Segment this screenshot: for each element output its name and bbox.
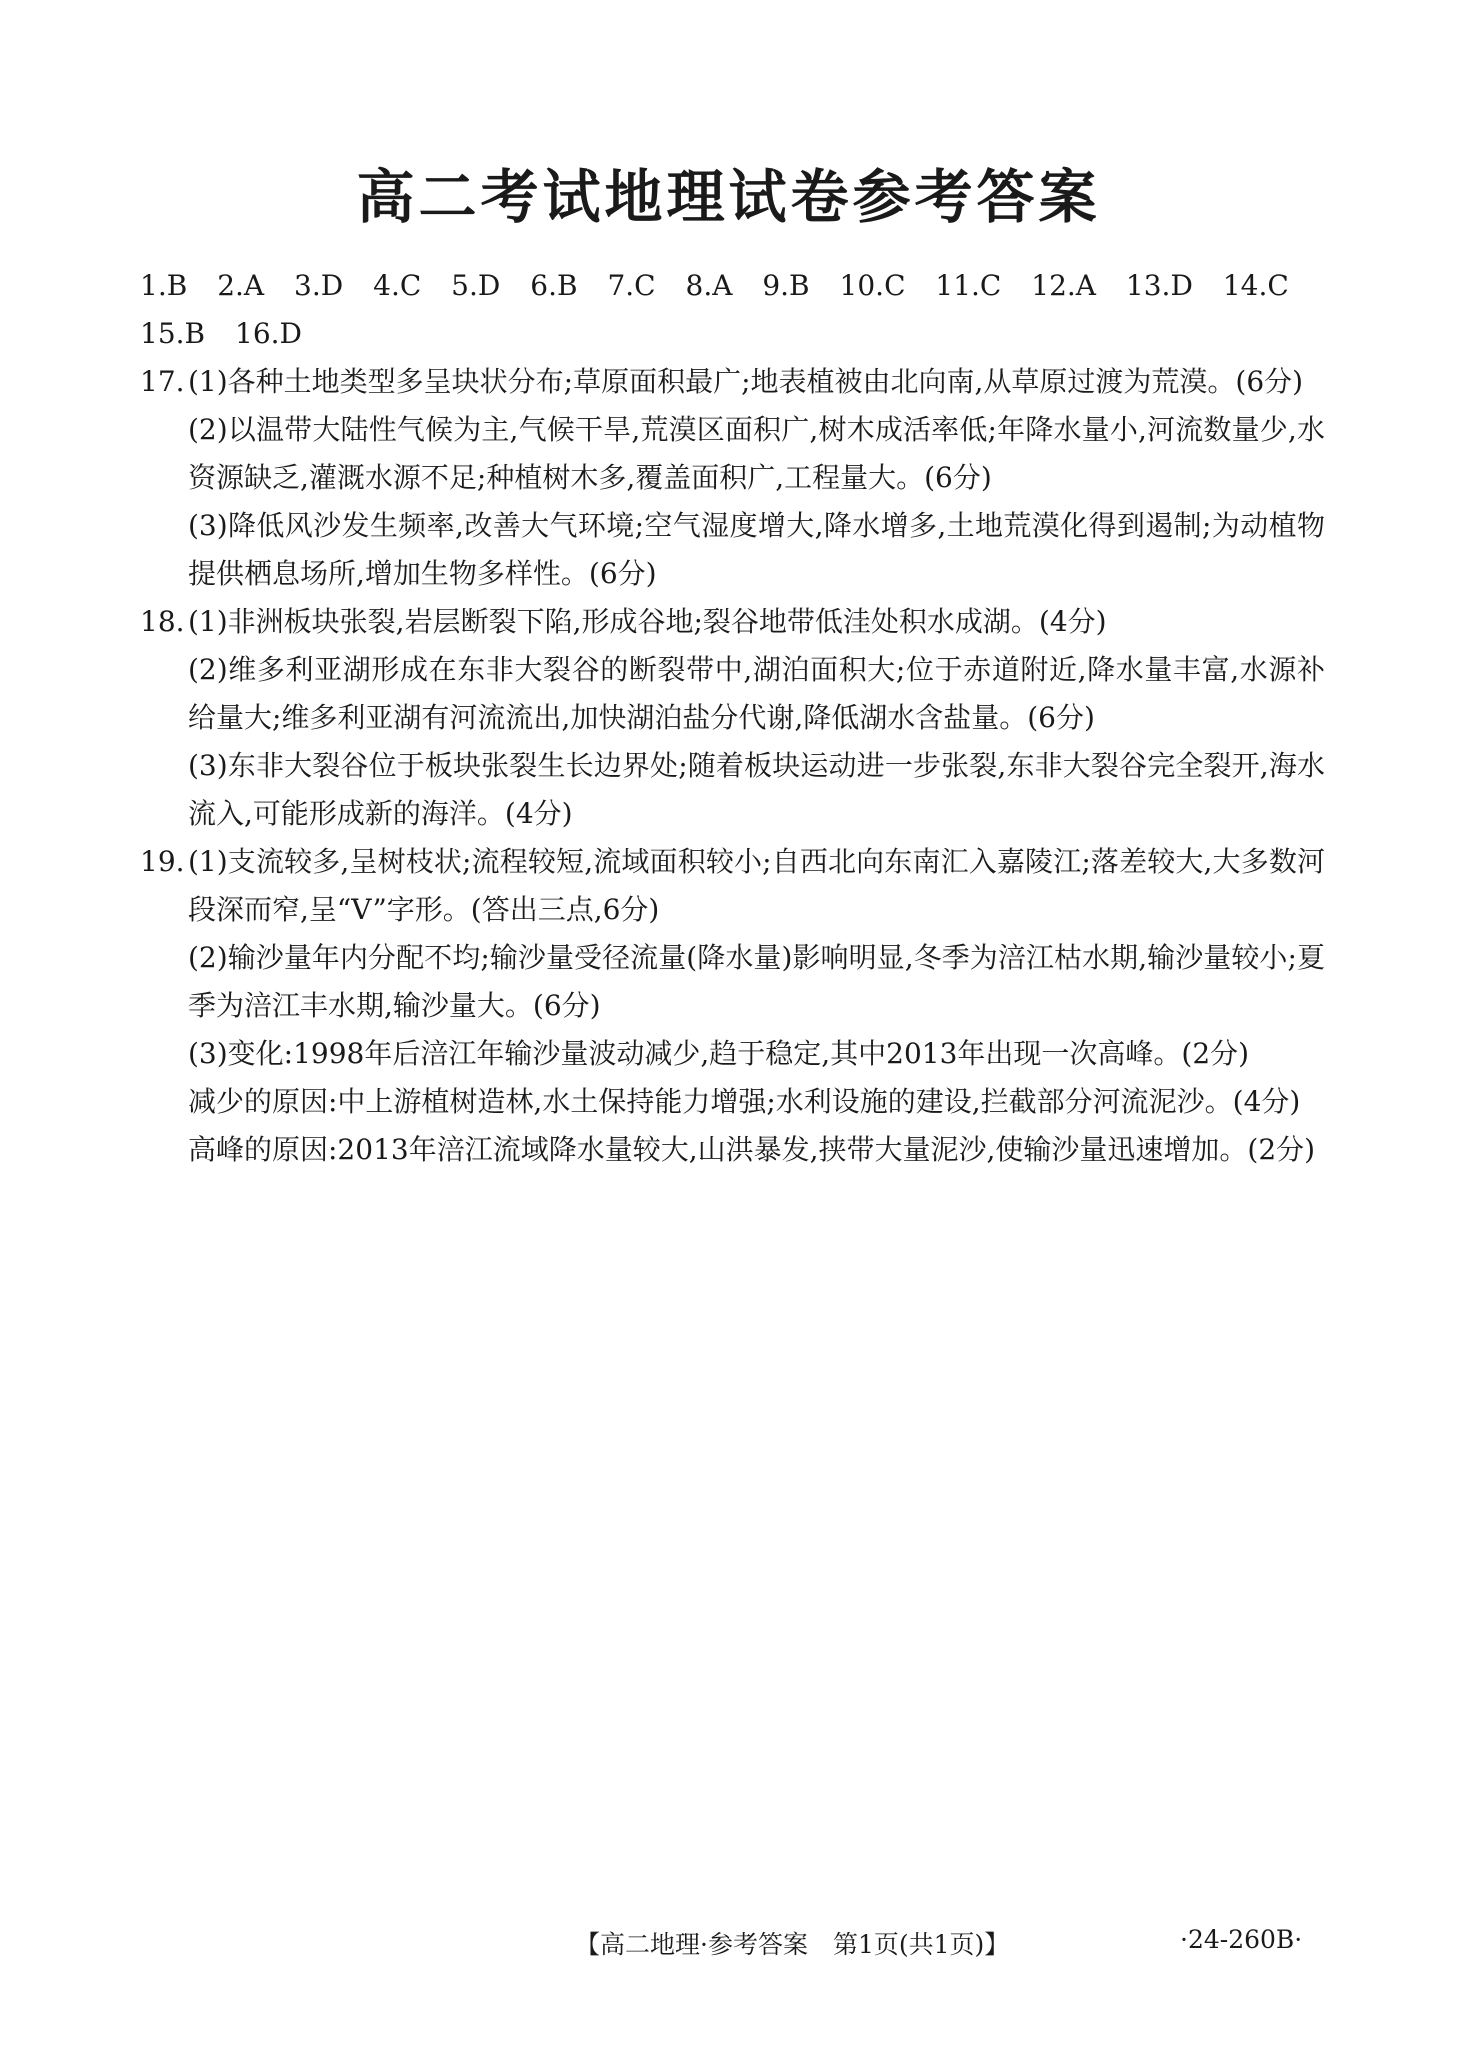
- mc-answer: 2.A: [217, 269, 265, 302]
- multiple-choice-line-2: [140, 310, 1325, 358]
- mc-answer: 16.D: [235, 317, 302, 350]
- mc-answer: 4.C: [373, 269, 422, 302]
- mc-answer: 8.A: [685, 269, 733, 302]
- answer-part: (1)支流较多,呈树枝状;流程较短,流域面积较小;自西北向东南汇入嘉陵江;落差较大,大多数河段深而窄,呈“V”字形。(答出三点,6分): [188, 845, 1325, 926]
- question-19: [140, 838, 1325, 1174]
- question-number: 18.: [140, 605, 185, 638]
- page-title: 高二考试地理试卷参考答案: [356, 163, 1101, 231]
- mc-answer: 13.D: [1125, 269, 1193, 302]
- answer-part: (2)以温带大陆性气候为主,气候干旱,荒漠区面积广,树木成活率低;年降水量小,河流数量少,水资源缺乏,灌溉水源不足;种植树木多,覆盖面积广,工程量大。(6分): [188, 413, 1325, 494]
- mc-answer: 10.C: [839, 269, 906, 302]
- answer-part: (2)维多利亚湖形成在东非大裂谷的断裂带中,湖泊面积大;位于赤道附近,降水量丰富,水源补给量大;维多利亚湖有河流流出,加快湖泊盐分代谢,降低湖水含盐量。(6分): [188, 653, 1325, 734]
- mc-answer: 7.C: [607, 269, 656, 302]
- footer-page-info: 【高二地理·参考答案 第1页(共1页)】: [575, 1930, 1010, 1959]
- answer-part: (3)东非大裂谷位于板块张裂生长边界处;随着板块运动进一步张裂,东非大裂谷完全裂开,海水流入,可能形成新的海洋。(4分): [188, 749, 1325, 830]
- mc-answer: 15.B: [140, 317, 206, 350]
- mc-answer: 12.A: [1031, 269, 1097, 302]
- answer-part: (3)变化:1998年后涪江年输沙量波动减少,趋于稳定,其中2013年出现一次高峰。(2分): [188, 1037, 1250, 1070]
- footer-code: ·24-260B·: [1180, 1925, 1303, 1954]
- mc-answer: 14.C: [1222, 269, 1289, 302]
- mc-answer: 3.D: [294, 269, 344, 302]
- answer-part: (2)输沙量年内分配不均;输沙量受径流量(降水量)影响明显,冬季为涪江枯水期,输沙量较小;夏季为涪江丰水期,输沙量大。(6分): [188, 941, 1325, 1022]
- question-17: [140, 358, 1325, 598]
- multiple-choice-line-1: [140, 262, 1325, 310]
- question-number: 17.: [140, 365, 185, 398]
- answer-part: 减少的原因:中上游植树造林,水土保持能力增强;水利设施的建设,拦截部分河流泥沙。(4分): [188, 1085, 1301, 1118]
- mc-answer: 9.B: [762, 269, 810, 302]
- mc-answer: 5.D: [451, 269, 501, 302]
- answer-part: (3)降低风沙发生频率,改善大气环境;空气湿度增大,降水增多,土地荒漠化得到遏制;为动植物提供栖息场所,增加生物多样性。(6分): [188, 509, 1325, 590]
- answer-part: (1)各种土地类型多呈块状分布;草原面积最广;地表植被由北向南,从草原过渡为荒漠。(6分): [188, 365, 1304, 398]
- question-18: [140, 598, 1325, 838]
- answer-content: [140, 262, 1325, 1174]
- mc-answer: 1.B: [140, 269, 188, 302]
- question-number: 19.: [140, 845, 185, 878]
- answer-part: 高峰的原因:2013年涪江流域降水量较大,山洪暴发,挟带大量泥沙,使输沙量迅速增加。(2分): [188, 1133, 1316, 1166]
- mc-answer: 6.B: [530, 269, 578, 302]
- mc-answer: 11.C: [935, 269, 1002, 302]
- answer-part: (1)非洲板块张裂,岩层断裂下陷,形成谷地;裂谷地带低洼处积水成湖。(4分): [188, 605, 1107, 638]
